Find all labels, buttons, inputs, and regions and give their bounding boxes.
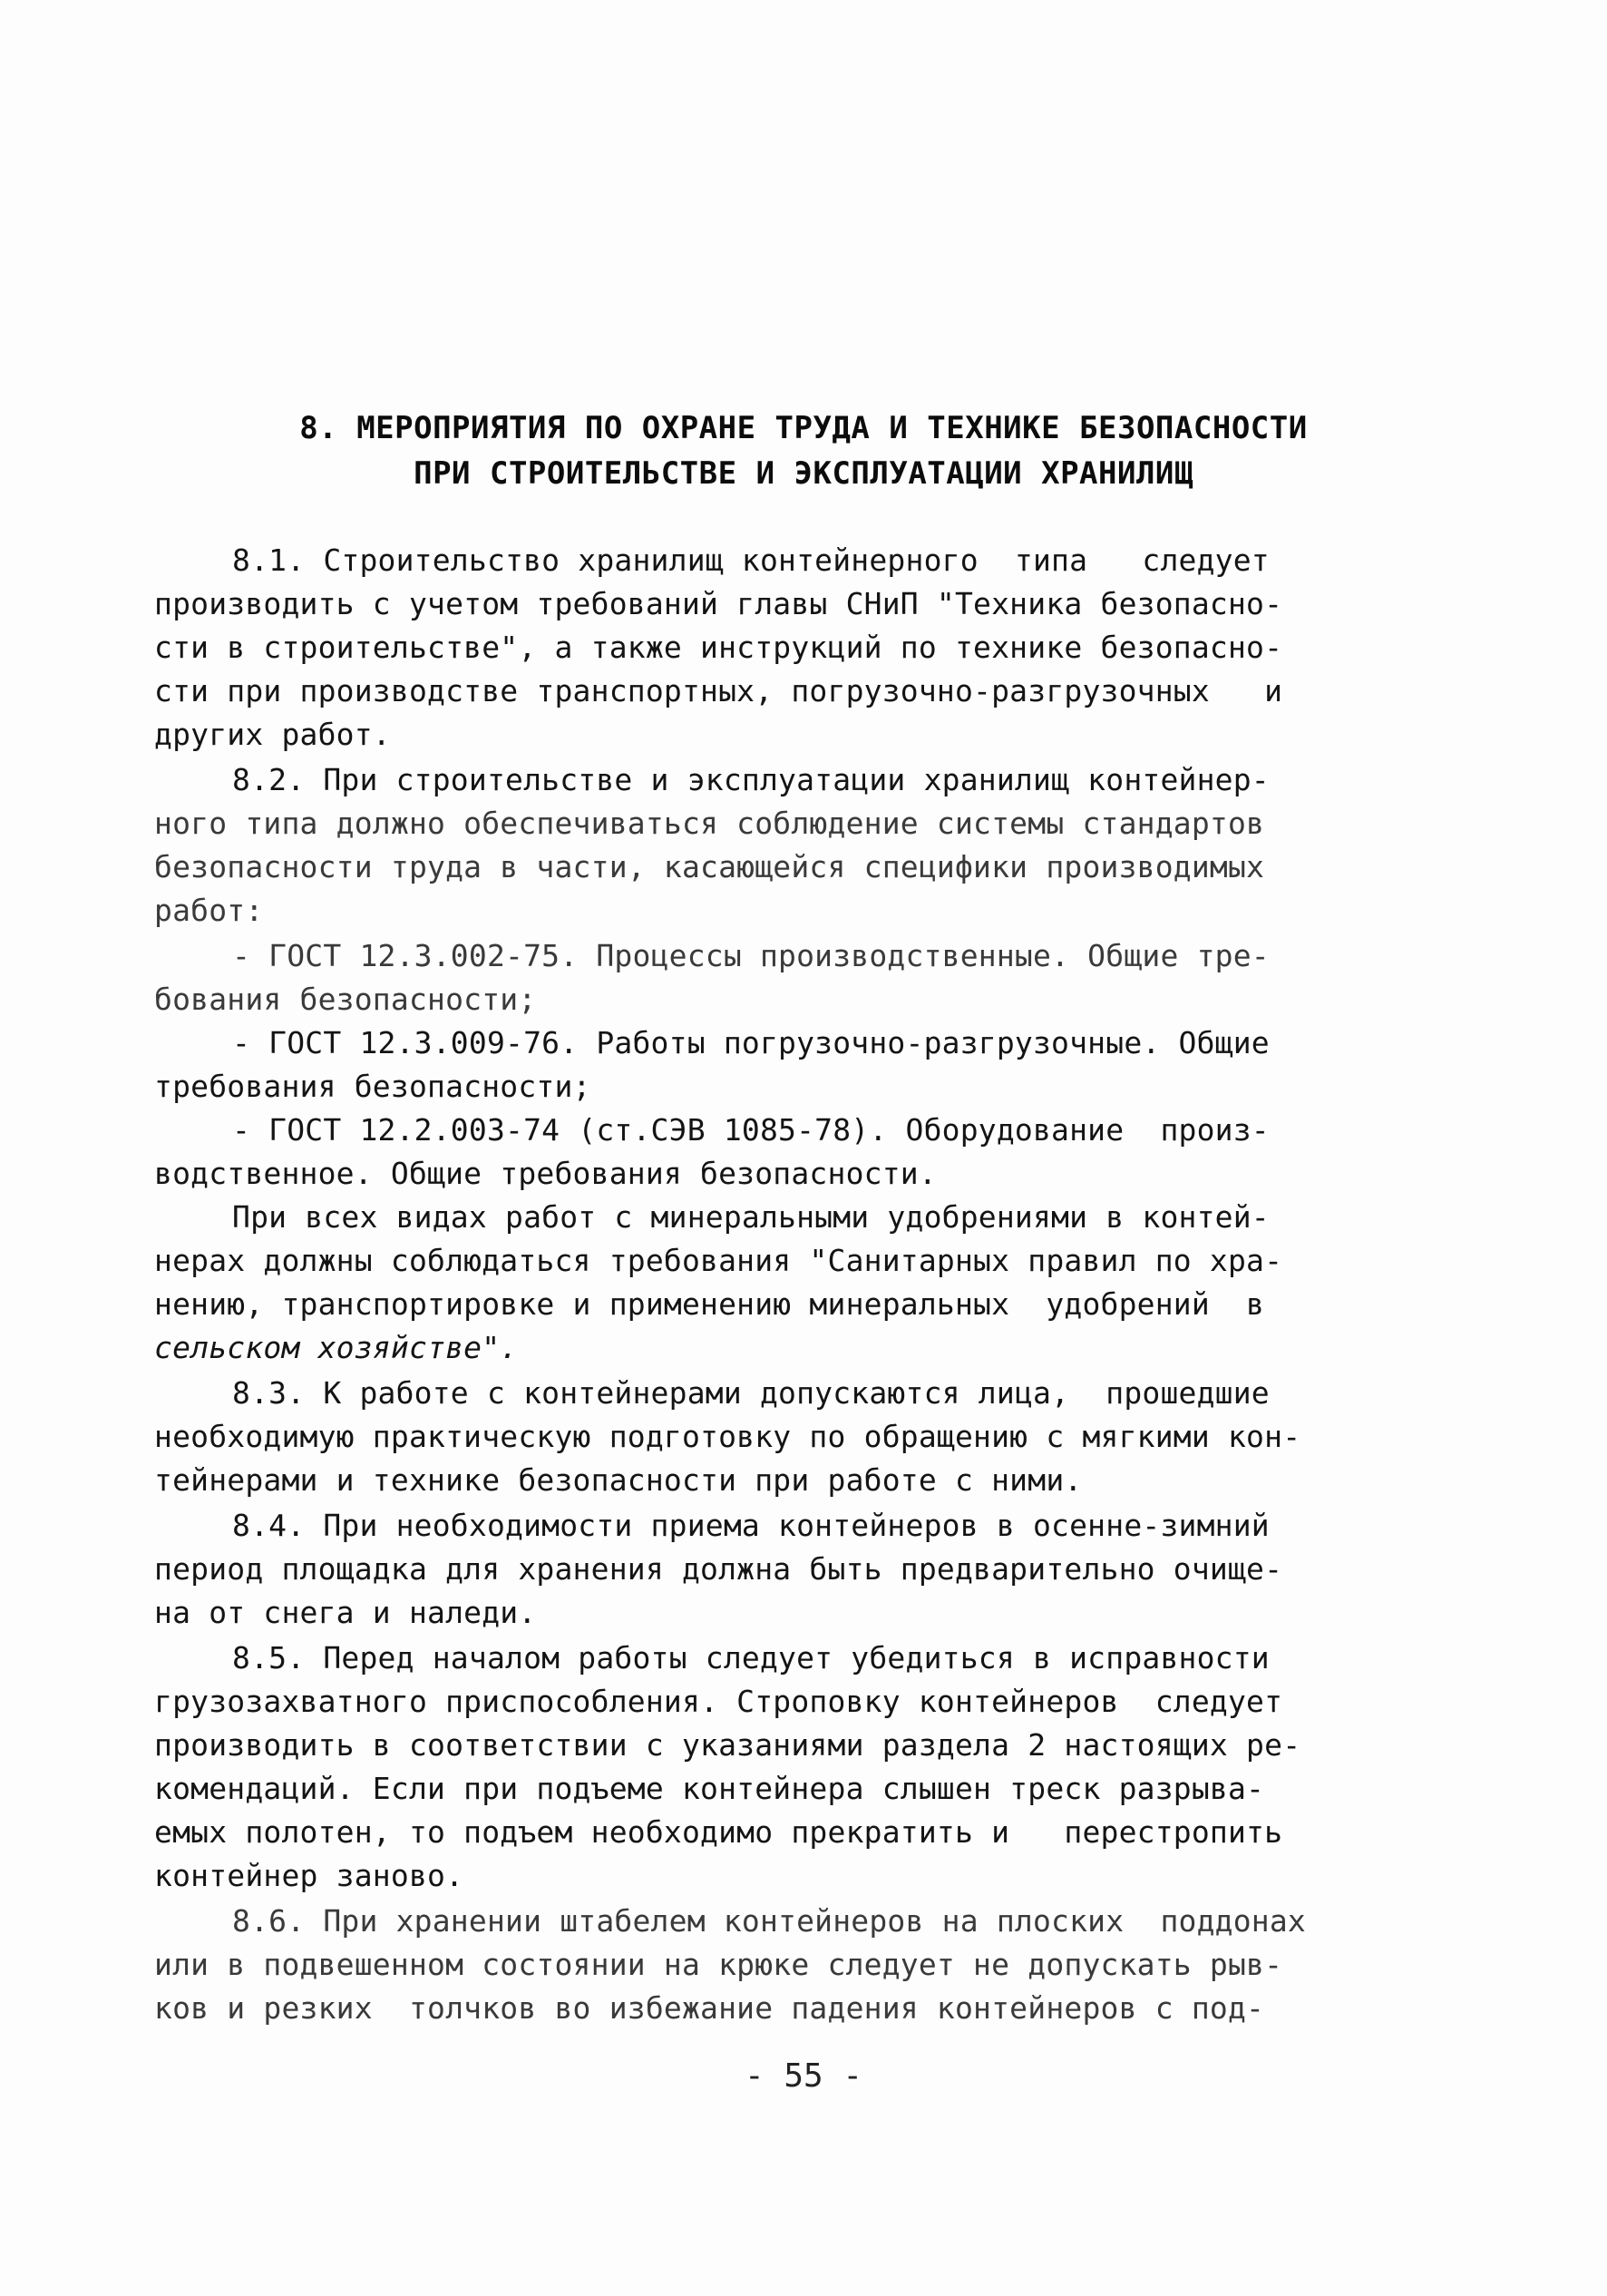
section-heading-line-1: 8. МЕРОПРИЯТИЯ ПО ОХРАНЕ ТРУДА И ТЕХНИКЕ БЕЗОПАСНОСТИ <box>299 410 1308 446</box>
body-line: контейнер заново. <box>154 1858 464 1893</box>
body-line: - ГОСТ 12.3.009-76. Работы погрузочно-разгрузочные. Общие <box>232 1025 1270 1060</box>
body-line: других работ. <box>154 717 391 752</box>
body-line: 8.2. При строительстве и эксплуатации хранилищ контейнер- <box>232 762 1270 797</box>
body-line: период площадка для хранения должна быть предварительно очище- <box>154 1551 1283 1587</box>
body-line: грузозахватного приспособления. Строповку контейнеров следует <box>154 1684 1283 1719</box>
body-line: сти при производстве транспортных, погрузочно-разгрузочных и <box>154 673 1283 708</box>
body-line: необходимую практическую подготовку по обращению с мягкими кон- <box>154 1419 1301 1454</box>
body-line: комендаций. Если при подъеме контейнера слышен треск разрыва- <box>154 1771 1265 1806</box>
body-line: производить с учетом требований главы СНиП "Техника безопасно- <box>154 586 1283 621</box>
page-number: - 55 - <box>744 2057 863 2095</box>
body-line: сельском хозяйстве". <box>154 1330 519 1365</box>
body-line: работ: <box>154 893 264 928</box>
body-line: нерах должны соблюдаться требования "Санитарных правил по хра- <box>154 1243 1283 1278</box>
body-line: тейнерами и технике безопасности при работе с ними. <box>154 1462 1083 1498</box>
body-line: - ГОСТ 12.3.002-75. Процессы производственные. Общие тре- <box>232 938 1270 973</box>
body-line: сти в строительстве", а также инструкций по технике безопасно- <box>154 630 1283 665</box>
body-line: бования безопасности; <box>154 982 537 1017</box>
section-heading-line-2: ПРИ СТРОИТЕЛЬСТВЕ И ЭКСПЛУАТАЦИИ ХРАНИЛИЩ <box>414 455 1193 492</box>
body-line: 8.5. Перед началом работы следует убедиться в исправности <box>232 1640 1270 1676</box>
body-line: ного типа должно обеспечиваться соблюдение системы стандартов <box>154 806 1265 841</box>
body-line: или в подвешенном состоянии на крюке следует не допускать рыв- <box>154 1947 1283 1982</box>
body-line: 8.6. При хранении штабелем контейнеров на плоских поддонах <box>232 1903 1306 1939</box>
body-line: производить в соответствии с указаниями раздела 2 настоящих ре- <box>154 1727 1301 1763</box>
body-line: ков и резких толчков во избежание падения контейнеров с под- <box>154 1990 1265 2026</box>
body-line: безопасности труда в части, касающейся специфики производимых <box>154 849 1265 884</box>
body-line: емых полотен, то подъем необходимо прекратить и перестропить <box>154 1814 1283 1850</box>
body-line: При всех видах работ с минеральными удобрениями в контей- <box>232 1199 1270 1235</box>
body-line: требования безопасности; <box>154 1069 591 1104</box>
body-line: нению, транспортировке и применению минеральных удобрений в <box>154 1286 1265 1322</box>
body-line: 8.4. При необходимости приема контейнеров в осенне-зимний <box>232 1508 1270 1543</box>
body-line: 8.1. Строительство хранилищ контейнерного типа следует <box>232 542 1270 578</box>
body-line: 8.3. К работе с контейнерами допускаются лица, прошедшие <box>232 1375 1270 1411</box>
body-line: на от снега и наледи. <box>154 1595 537 1630</box>
body-line: - ГОСТ 12.2.003-74 (ст.СЭВ 1085-78). Оборудование произ- <box>232 1112 1270 1148</box>
body-line: водственное. Общие требования безопасности. <box>154 1156 937 1191</box>
